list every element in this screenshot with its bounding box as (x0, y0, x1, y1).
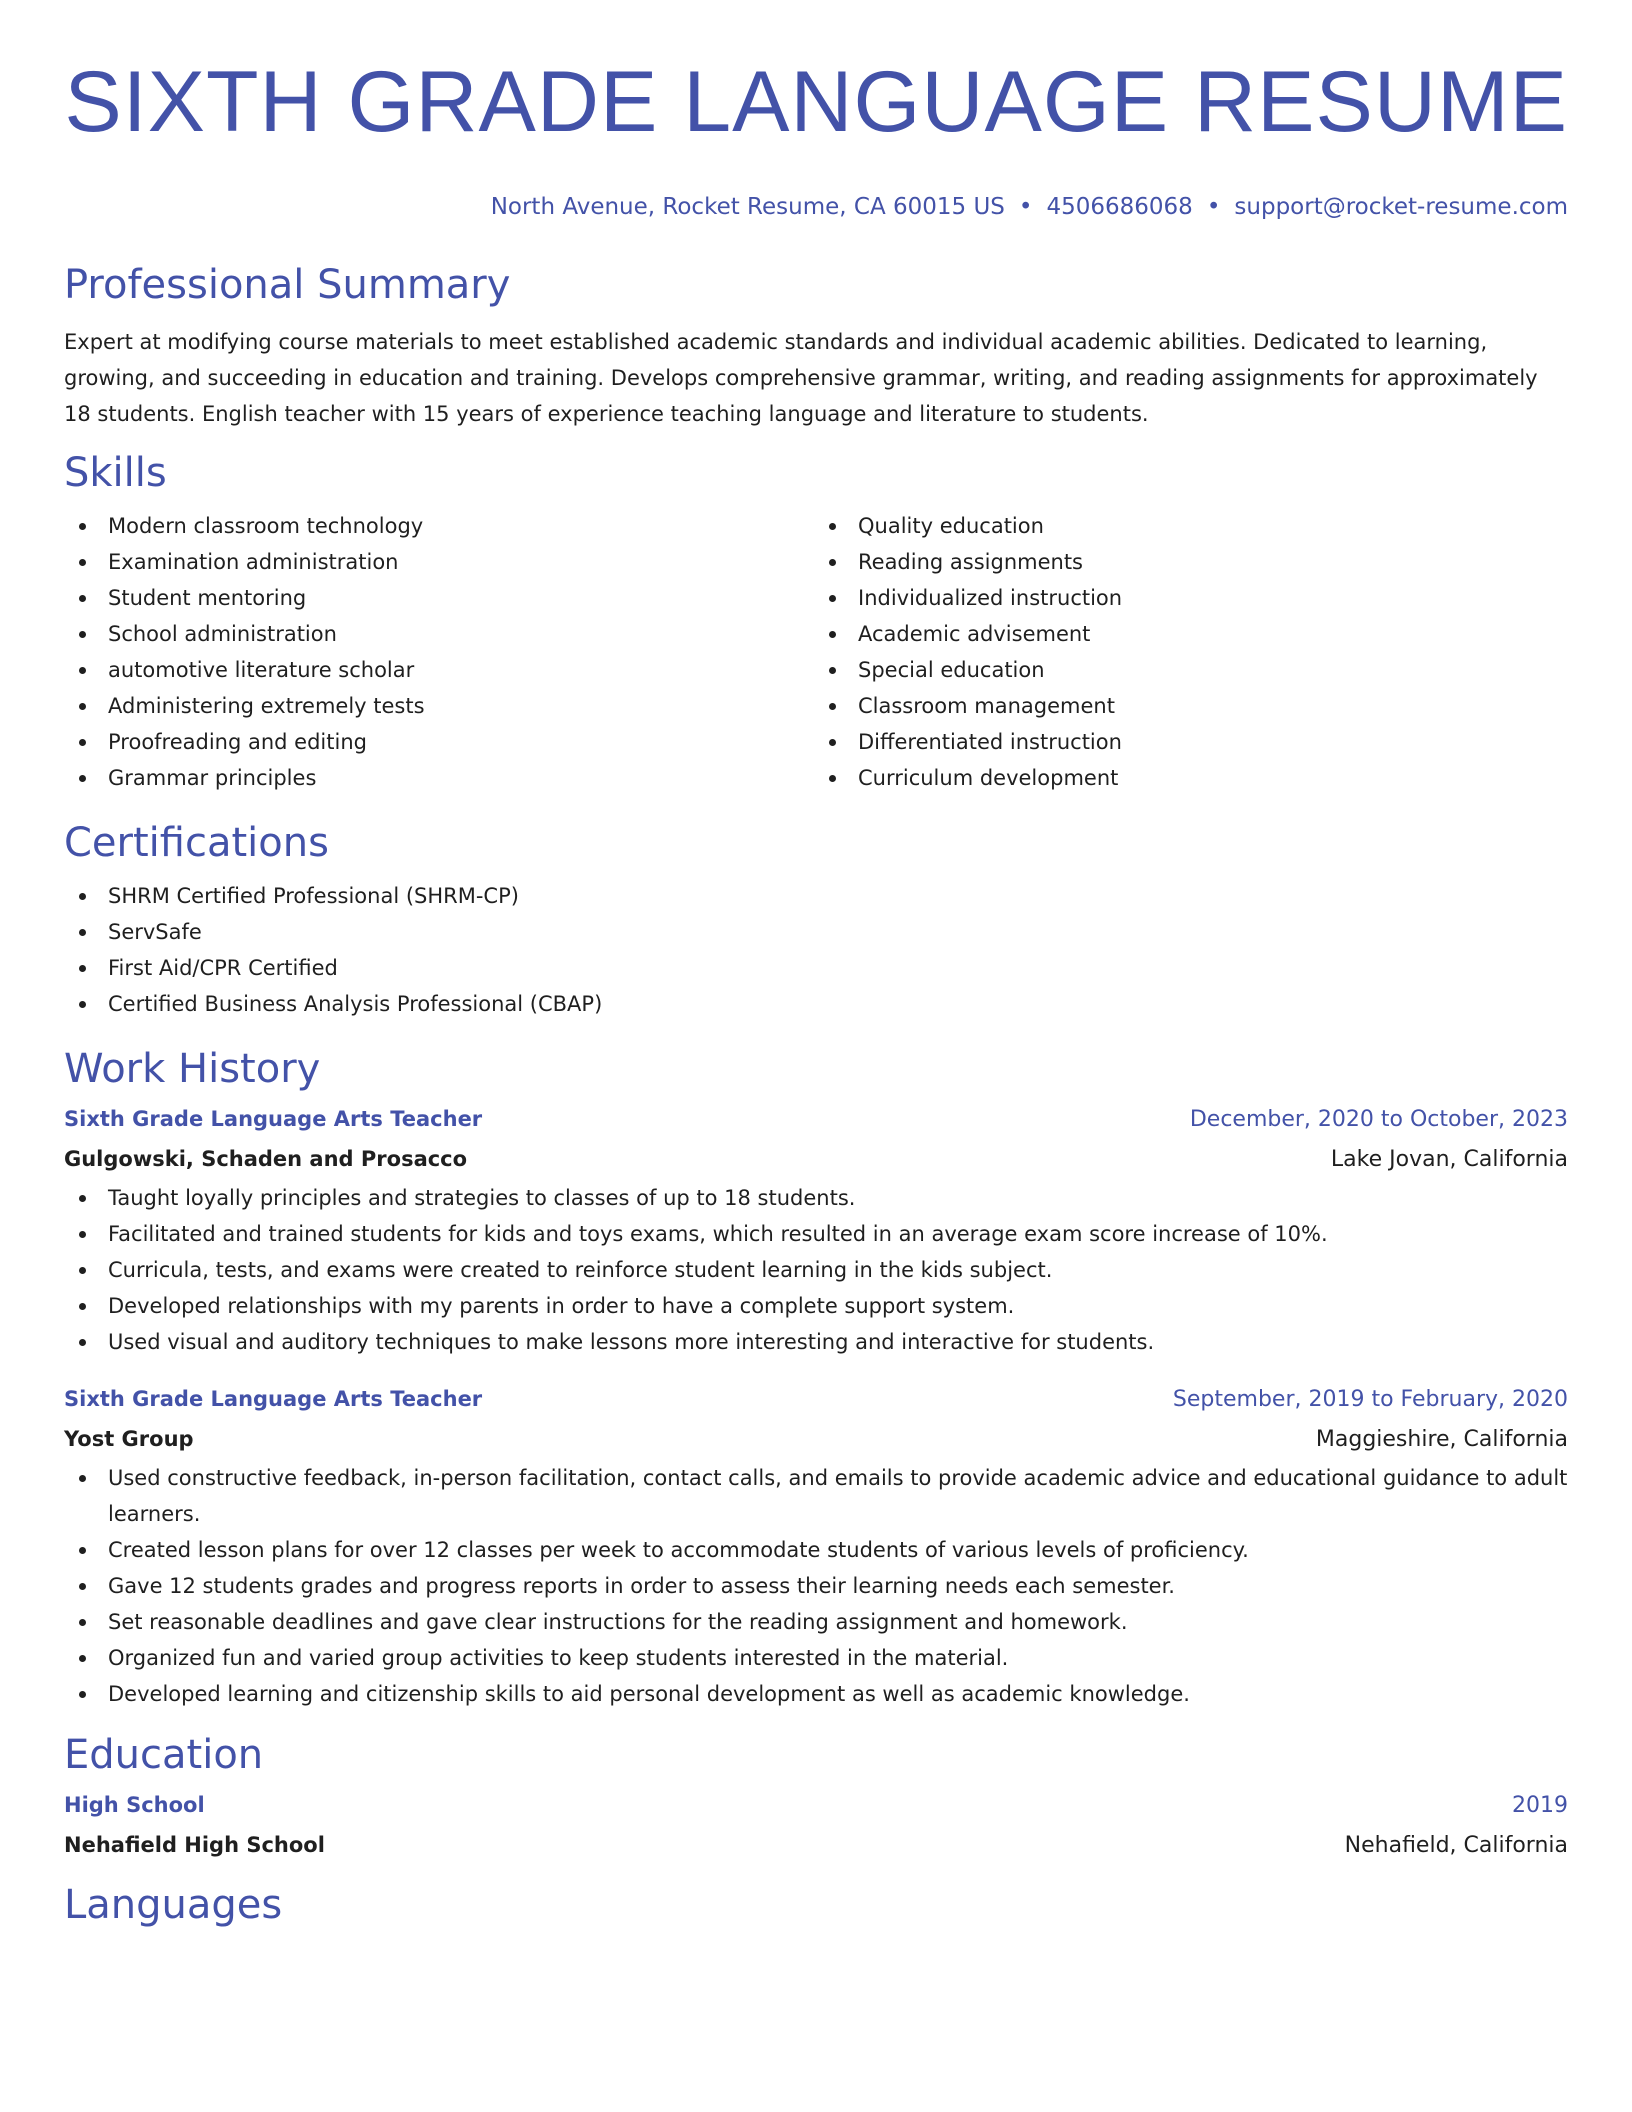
certification-item: ServSafe (64, 914, 1568, 950)
job-dates: September, 2019 to February, 2020 (1172, 1387, 1568, 1412)
job-bullet: Taught loyally principles and strategies to classes of up to 18 students. (64, 1180, 1568, 1216)
skill-item: Quality education (814, 508, 1566, 544)
summary-section (64, 260, 1568, 432)
job-employer-row (64, 1139, 1568, 1180)
skill-item: automotive literature scholar (64, 652, 816, 688)
job-location: Lake Jovan, California (1330, 1147, 1568, 1172)
job-title: Sixth Grade Language Arts Teacher (64, 1107, 483, 1131)
certification-item: First Aid/CPR Certified (64, 950, 1568, 986)
skill-item: Proofreading and editing (64, 724, 816, 760)
contact-email: support@rocket-resume.com (1234, 194, 1568, 220)
job-bullet: Used visual and auditory techniques to make lessons more interesting and interactive for students. (64, 1324, 1568, 1360)
education-heading: Education (64, 1732, 264, 1778)
certification-item: SHRM Certified Professional (SHRM-CP) (64, 878, 1568, 914)
education-year: 2019 (1512, 1793, 1568, 1818)
job-employer-row (64, 1419, 1568, 1460)
job-bullet: Organized fun and varied group activities to keep students interested in the material. (64, 1640, 1568, 1676)
skill-item: Differentiated instruction (814, 724, 1566, 760)
contact-separator: • (1206, 194, 1221, 220)
skill-item: Grammar principles (64, 760, 816, 796)
summary-text: Expert at modifying course materials to meet established academic standards and individual academic abilities. Dedicated to learning, growing, and succeeding in education and training. Develops comprehensive grammar, writing, and reading assignments for approximately 18 students. English teacher with 15 years of experience teaching language and literature to students. (64, 330, 1538, 426)
job-bullets (64, 1460, 1568, 1712)
job-header-row (64, 1100, 1568, 1139)
education-section (64, 1730, 1568, 1866)
education-entry (64, 1786, 1568, 1866)
education-school: Nehafield High School (64, 1833, 325, 1857)
resume-title: SIXTH GRADE LANGUAGE RESUME (64, 54, 1568, 150)
work-history-heading: Work History (64, 1046, 321, 1092)
certifications-section (64, 818, 1568, 1022)
job-bullet: Set reasonable deadlines and gave clear instructions for the reading assignment and homework. (64, 1604, 1568, 1640)
skill-item: Curriculum development (814, 760, 1566, 796)
job-bullets (64, 1180, 1568, 1360)
job-bullet: Used constructive feedback, in-person facilitation, contact calls, and emails to provide academic advice and educational guidance to adult learners. (64, 1460, 1568, 1532)
job-bullet: Developed learning and citizenship skills to aid personal development as well as academic knowledge. (64, 1676, 1568, 1712)
job-employer: Gulgowski, Schaden and Prosacco (64, 1147, 468, 1171)
skill-item: Administering extremely tests (64, 688, 816, 724)
job-employer: Yost Group (64, 1427, 194, 1451)
skills-grid (64, 508, 1568, 796)
skills-list-right (814, 508, 1566, 796)
education-school-row (64, 1825, 1568, 1866)
skill-item: Student mentoring (64, 580, 816, 616)
education-location: Nehafield, California (1344, 1833, 1568, 1858)
skill-item: Academic advisement (814, 616, 1566, 652)
summary-heading: Professional Summary (64, 262, 511, 308)
skill-item: School administration (64, 616, 816, 652)
skill-item: Examination administration (64, 544, 816, 580)
certifications-heading: Certifications (64, 820, 329, 866)
contact-address: North Avenue, Rocket Resume, CA 60015 US (490, 194, 1005, 220)
skills-list-left (64, 508, 816, 796)
job-bullet: Facilitated and trained students for kids and toys exams, which resulted in an average exam score increase of 10%. (64, 1216, 1568, 1252)
certifications-list (64, 878, 1568, 1022)
job-bullet: Curricula, tests, and exams were created to reinforce student learning in the kids subject. (64, 1252, 1568, 1288)
skill-item: Special education (814, 652, 1566, 688)
job-dates: December, 2020 to October, 2023 (1189, 1107, 1568, 1132)
contact-line (64, 192, 1568, 222)
languages-heading: Languages (64, 1882, 283, 1928)
contact-separator: • (1018, 194, 1033, 220)
skill-item: Individualized instruction (814, 580, 1566, 616)
job-location: Maggieshire, California (1315, 1427, 1568, 1452)
job-title: Sixth Grade Language Arts Teacher (64, 1387, 483, 1411)
education-header-row (64, 1786, 1568, 1825)
contact-phone: 4506686068 (1046, 194, 1193, 220)
job-bullet: Developed relationships with my parents in order to have a complete support system. (64, 1288, 1568, 1324)
education-degree: High School (64, 1793, 205, 1817)
skills-section (64, 448, 1568, 796)
languages-section (64, 1880, 1568, 1930)
job-header-row (64, 1380, 1568, 1419)
job-entry (64, 1380, 1568, 1712)
skill-item: Reading assignments (814, 544, 1566, 580)
work-history-section (64, 1044, 1568, 1712)
certification-item: Certified Business Analysis Professional (CBAP) (64, 986, 1568, 1022)
skills-heading: Skills (64, 450, 167, 496)
job-bullet: Created lesson plans for over 12 classes per week to accommodate students of various levels of proficiency. (64, 1532, 1568, 1568)
skill-item: Classroom management (814, 688, 1566, 724)
skill-item: Modern classroom technology (64, 508, 816, 544)
job-bullet: Gave 12 students grades and progress reports in order to assess their learning needs each semester. (64, 1568, 1568, 1604)
job-entry (64, 1100, 1568, 1360)
